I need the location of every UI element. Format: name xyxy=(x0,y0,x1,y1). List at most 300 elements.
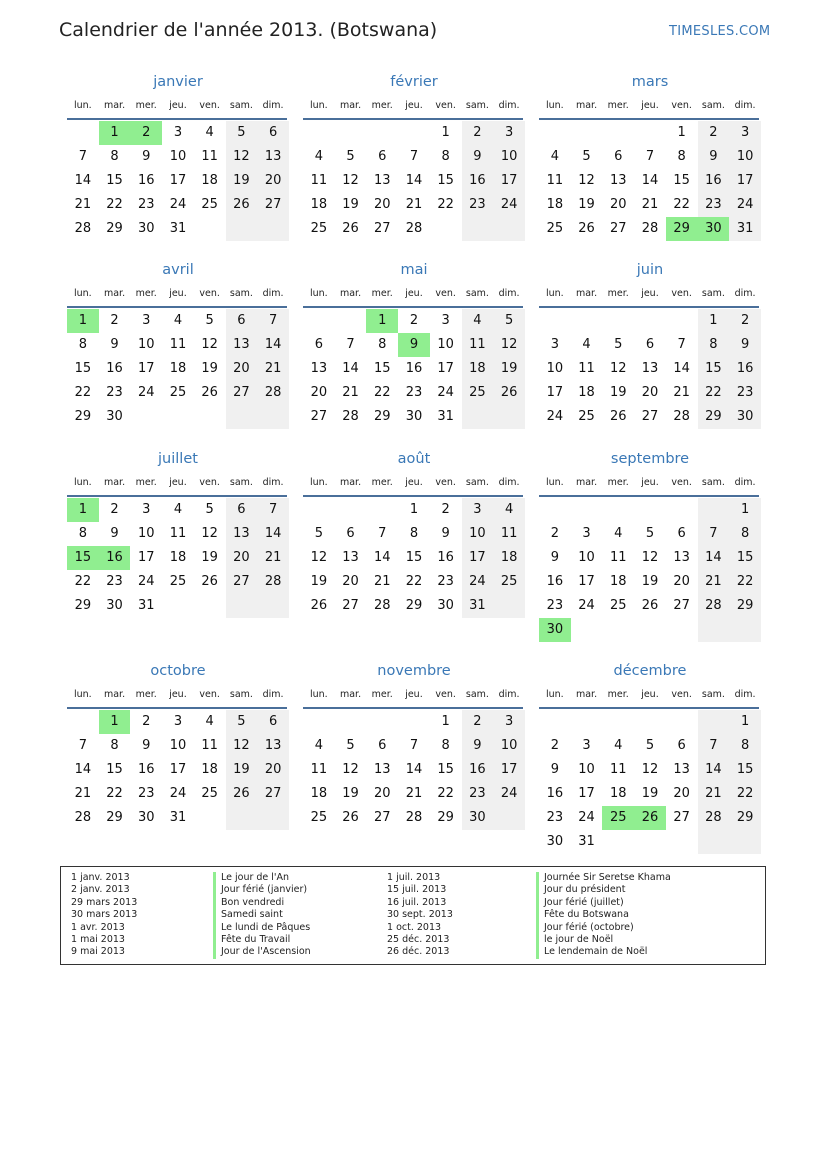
weekday-label: dim. xyxy=(262,100,284,111)
day-cell: 12 xyxy=(342,173,359,188)
day-cell: 21 xyxy=(698,782,730,806)
day-cell: 18 xyxy=(201,173,218,188)
day-cell: 27 xyxy=(310,409,328,424)
day-cell: 11 xyxy=(169,526,187,541)
holiday-day: 25 xyxy=(602,806,634,830)
day-cell: 10 xyxy=(578,550,595,565)
day-cell: 25 xyxy=(546,221,564,236)
day-cell: 26 xyxy=(578,221,595,236)
day-cell: 12 xyxy=(641,762,659,777)
holiday-day: 1 xyxy=(67,498,99,522)
month-divider xyxy=(303,118,523,120)
day-cell: 26 xyxy=(201,574,218,589)
weekend-blank-cell xyxy=(698,830,730,854)
weekday-label: jeu. xyxy=(169,689,187,700)
day-cell: 25 xyxy=(310,221,328,236)
day-cell: 23 xyxy=(437,574,454,589)
legend-right-names xyxy=(536,872,671,959)
weekend-blank-cell xyxy=(226,594,258,618)
day-cell: 14 xyxy=(698,546,730,570)
day-cell: 25 xyxy=(310,810,328,825)
day-cell: 9 xyxy=(142,738,151,753)
day-cell: 8 xyxy=(729,734,761,758)
day-cell: 31 xyxy=(169,810,187,825)
weekend-blank-cell xyxy=(257,806,289,830)
day-cell: 7 xyxy=(409,738,419,753)
day-cell: 16 xyxy=(462,169,494,193)
day-cell: 26 xyxy=(641,598,659,613)
day-cell: 20 xyxy=(609,197,627,212)
weekend-blank-cell xyxy=(226,405,258,429)
weekday-header xyxy=(67,100,289,116)
day-cell: 4 xyxy=(493,498,525,522)
day-cell: 22 xyxy=(437,786,454,801)
day-cell: 15 xyxy=(673,173,690,188)
weekday-label: dim. xyxy=(262,689,284,700)
weekday-label: mar. xyxy=(103,288,126,299)
day-cell: 2 xyxy=(409,313,419,328)
weekday-label: ven. xyxy=(671,477,692,488)
day-cell: 13 xyxy=(673,550,690,565)
weekday-label: ven. xyxy=(435,100,456,111)
day-cell: 6 xyxy=(257,121,289,145)
day-cell: 8 xyxy=(698,333,730,357)
day-cell: 17 xyxy=(729,169,761,193)
day-cell: 27 xyxy=(257,782,289,806)
day-cell: 17 xyxy=(578,574,595,589)
day-cell: 14 xyxy=(257,522,289,546)
day-cell: 8 xyxy=(677,149,686,164)
day-cell: 20 xyxy=(673,786,690,801)
day-cell: 30 xyxy=(437,598,454,613)
day-cell: 19 xyxy=(641,574,659,589)
weekday-label: mer. xyxy=(371,100,393,111)
day-cell: 16 xyxy=(729,357,761,381)
weekday-label: mer. xyxy=(135,100,157,111)
day-cell: 15 xyxy=(437,173,454,188)
day-cell: 28 xyxy=(342,409,359,424)
weekday-label: ven. xyxy=(435,288,456,299)
day-cell: 23 xyxy=(137,197,155,212)
legend-date: 25 déc. 2013 xyxy=(387,933,450,945)
day-cell: 9 xyxy=(462,734,494,758)
weekday-label: lun. xyxy=(546,100,564,111)
day-cell: 6 xyxy=(346,526,355,541)
day-cell: 19 xyxy=(226,169,258,193)
day-cell: 27 xyxy=(673,810,690,825)
weekday-label: jeu. xyxy=(169,477,187,488)
weekday-label: mar. xyxy=(575,288,598,299)
day-cell: 26 xyxy=(342,221,359,236)
day-cell: 11 xyxy=(493,522,525,546)
day-cell: 9 xyxy=(462,145,494,169)
day-cell: 30 xyxy=(137,810,155,825)
day-cell: 6 xyxy=(645,337,655,352)
day-cell: 12 xyxy=(226,734,258,758)
day-cell: 13 xyxy=(373,173,391,188)
day-cell: 5 xyxy=(314,526,323,541)
day-cell: 2 xyxy=(550,738,559,753)
legend-date: 30 mars 2013 xyxy=(71,909,138,921)
day-cell: 4 xyxy=(550,149,559,164)
day-cell: 1 xyxy=(441,125,450,140)
day-cell: 4 xyxy=(205,125,214,140)
holiday-day: 1 xyxy=(67,309,99,333)
month-name: décembre xyxy=(613,663,687,679)
holiday-day: 1 xyxy=(366,309,398,333)
day-cell: 23 xyxy=(462,193,494,217)
weekday-label: dim. xyxy=(262,477,284,488)
day-cell: 3 xyxy=(729,121,761,145)
weekday-label: lun. xyxy=(74,477,92,488)
day-cell: 5 xyxy=(582,149,591,164)
day-cell: 13 xyxy=(641,361,659,376)
day-cell: 4 xyxy=(614,738,623,753)
day-cell: 19 xyxy=(493,357,525,381)
day-cell: 12 xyxy=(201,526,218,541)
day-cell: 13 xyxy=(257,145,289,169)
day-cell: 13 xyxy=(673,762,690,777)
day-cell: 21 xyxy=(673,385,690,400)
weekend-blank-cell xyxy=(698,710,730,734)
day-cell: 30 xyxy=(106,598,123,613)
day-cell: 19 xyxy=(201,550,218,565)
day-cell: 6 xyxy=(378,149,387,164)
day-cell: 11 xyxy=(609,762,627,777)
day-cell: 30 xyxy=(462,806,494,830)
day-cell: 17 xyxy=(462,546,494,570)
day-cell: 3 xyxy=(173,714,183,729)
day-cell: 10 xyxy=(578,762,595,777)
legend-holiday-name: Samedi saint xyxy=(213,909,311,921)
day-cell: 3 xyxy=(493,710,525,734)
day-cell: 24 xyxy=(462,570,494,594)
day-cell: 14 xyxy=(698,758,730,782)
day-cell: 22 xyxy=(437,197,454,212)
day-cell: 8 xyxy=(78,337,87,352)
weekday-label: lun. xyxy=(74,100,92,111)
day-cell: 19 xyxy=(310,574,328,589)
day-cell: 10 xyxy=(137,526,155,541)
month-name: juillet xyxy=(158,451,198,467)
day-cell: 13 xyxy=(310,361,328,376)
day-cell: 2 xyxy=(441,502,450,517)
day-cell: 1 xyxy=(729,498,761,522)
day-cell: 31 xyxy=(437,409,454,424)
day-cell: 11 xyxy=(169,337,187,352)
day-cell: 31 xyxy=(578,834,595,849)
weekend-blank-cell xyxy=(493,806,525,830)
day-cell: 7 xyxy=(257,498,289,522)
day-cell: 14 xyxy=(373,550,391,565)
day-cell: 29 xyxy=(729,806,761,830)
day-cell: 30 xyxy=(729,405,761,429)
day-cell: 23 xyxy=(137,786,155,801)
day-cell: 21 xyxy=(698,570,730,594)
day-cell: 24 xyxy=(729,193,761,217)
month-name: juin xyxy=(636,262,664,278)
day-cell: 9 xyxy=(698,145,730,169)
day-cell: 17 xyxy=(137,550,155,565)
day-cell: 16 xyxy=(546,574,564,589)
weekday-label: jeu. xyxy=(405,100,423,111)
legend-holiday-name: Jour du président xyxy=(536,884,671,896)
day-cell: 4 xyxy=(582,337,591,352)
day-cell: 10 xyxy=(493,734,525,758)
weekday-label: sam. xyxy=(229,689,253,700)
day-cell: 14 xyxy=(74,762,92,777)
day-cell: 6 xyxy=(226,309,258,333)
day-cell: 13 xyxy=(373,762,391,777)
day-cell: 13 xyxy=(226,333,258,357)
day-cell: 7 xyxy=(698,522,730,546)
page-title: Calendrier de l'année 2013. (Botswana) xyxy=(59,19,438,41)
weekend-blank-cell xyxy=(257,405,289,429)
holiday-day: 1 xyxy=(99,121,131,145)
day-cell: 9 xyxy=(110,337,119,352)
day-cell: 4 xyxy=(614,526,623,541)
day-cell: 18 xyxy=(201,762,218,777)
day-cell: 23 xyxy=(546,598,564,613)
legend-holiday-name: Journée Sir Seretse Khama xyxy=(536,872,671,884)
weekday-label: ven. xyxy=(671,288,692,299)
day-cell: 11 xyxy=(310,762,328,777)
day-cell: 8 xyxy=(110,738,119,753)
day-cell: 1 xyxy=(677,125,686,140)
month-divider xyxy=(67,118,287,120)
day-cell: 24 xyxy=(493,782,525,806)
day-cell: 21 xyxy=(257,357,289,381)
weekday-label: jeu. xyxy=(405,689,423,700)
weekday-header xyxy=(67,477,289,493)
day-cell: 6 xyxy=(614,149,623,164)
weekend-blank-cell xyxy=(257,594,289,618)
day-cell: 14 xyxy=(405,173,423,188)
month-divider xyxy=(539,707,759,709)
day-cell: 12 xyxy=(609,361,627,376)
day-cell: 20 xyxy=(226,357,258,381)
day-cell: 8 xyxy=(110,149,119,164)
day-cell: 19 xyxy=(226,758,258,782)
month-name: mars xyxy=(631,74,669,90)
day-cell: 24 xyxy=(137,385,155,400)
day-cell: 15 xyxy=(74,361,92,376)
day-cell: 19 xyxy=(641,786,659,801)
weekday-header xyxy=(67,689,289,705)
day-cell: 15 xyxy=(437,762,454,777)
day-cell: 19 xyxy=(342,197,359,212)
day-cell: 18 xyxy=(169,361,187,376)
day-cell: 11 xyxy=(609,550,627,565)
weekday-label: dim. xyxy=(498,477,520,488)
weekday-label: jeu. xyxy=(641,477,659,488)
month-divider xyxy=(539,495,759,497)
day-cell: 15 xyxy=(729,758,761,782)
day-cell: 11 xyxy=(462,333,494,357)
weekend-blank-cell xyxy=(729,830,761,854)
weekday-label: sam. xyxy=(701,689,725,700)
day-cell: 9 xyxy=(550,550,559,565)
day-cell: 11 xyxy=(201,149,218,164)
day-cell: 29 xyxy=(729,594,761,618)
day-cell: 5 xyxy=(346,149,355,164)
weekend-blank-cell xyxy=(493,405,525,429)
weekday-label: lun. xyxy=(310,100,328,111)
day-cell: 27 xyxy=(373,221,391,236)
day-cell: 5 xyxy=(205,313,214,328)
day-cell: 21 xyxy=(257,546,289,570)
day-cell: 7 xyxy=(677,337,686,352)
day-cell: 26 xyxy=(310,598,328,613)
day-cell: 12 xyxy=(493,333,525,357)
day-cell: 5 xyxy=(226,710,258,734)
legend-date: 1 oct. 2013 xyxy=(387,921,442,933)
day-cell: 15 xyxy=(106,173,123,188)
day-cell: 5 xyxy=(226,121,258,145)
day-cell: 27 xyxy=(226,570,258,594)
weekday-label: lun. xyxy=(310,689,328,700)
site-logo[interactable]: TIMESLES.COM xyxy=(669,24,771,39)
day-cell: 27 xyxy=(257,193,289,217)
day-cell: 20 xyxy=(641,385,659,400)
day-cell: 10 xyxy=(169,738,187,753)
day-cell: 15 xyxy=(106,762,123,777)
day-cell: 2 xyxy=(110,313,119,328)
day-cell: 24 xyxy=(137,574,155,589)
weekday-label: lun. xyxy=(74,288,92,299)
day-cell: 4 xyxy=(314,149,323,164)
month-name: février xyxy=(390,74,438,90)
day-cell: 22 xyxy=(74,574,92,589)
weekday-header xyxy=(67,288,289,304)
day-cell: 6 xyxy=(378,738,387,753)
day-cell: 26 xyxy=(342,810,359,825)
day-cell: 19 xyxy=(201,361,218,376)
day-cell: 7 xyxy=(78,738,87,753)
day-cell: 7 xyxy=(378,526,387,541)
day-cell: 2 xyxy=(462,121,494,145)
day-cell: 28 xyxy=(257,570,289,594)
weekday-label: mer. xyxy=(135,477,157,488)
day-cell: 27 xyxy=(673,598,690,613)
legend-date: 9 mai 2013 xyxy=(71,946,125,958)
day-cell: 24 xyxy=(546,409,564,424)
weekday-label: mer. xyxy=(135,689,157,700)
day-cell: 21 xyxy=(373,574,391,589)
weekday-label: ven. xyxy=(671,100,692,111)
day-cell: 17 xyxy=(493,169,525,193)
weekday-label: jeu. xyxy=(641,689,659,700)
day-cell: 18 xyxy=(310,197,328,212)
day-cell: 2 xyxy=(142,714,151,729)
day-cell: 16 xyxy=(106,361,123,376)
day-cell: 5 xyxy=(645,526,655,541)
day-cell: 3 xyxy=(582,738,591,753)
legend-holiday-name: Fête du Botswana xyxy=(536,909,671,921)
day-cell: 3 xyxy=(142,313,151,328)
day-cell: 20 xyxy=(673,574,690,589)
day-cell: 21 xyxy=(405,786,423,801)
day-cell: 4 xyxy=(173,502,183,517)
day-cell: 26 xyxy=(493,381,525,405)
day-cell: 1 xyxy=(729,710,761,734)
day-cell: 31 xyxy=(462,594,494,618)
day-cell: 25 xyxy=(609,598,627,613)
holiday-day: 29 xyxy=(666,217,698,241)
month-divider xyxy=(303,707,523,709)
legend-date: 26 déc. 2013 xyxy=(387,946,450,958)
day-cell: 31 xyxy=(169,221,187,236)
day-cell: 5 xyxy=(645,738,655,753)
holiday-day: 9 xyxy=(398,333,430,357)
day-cell: 17 xyxy=(437,361,454,376)
legend-date: 29 mars 2013 xyxy=(71,896,138,908)
weekday-label: mer. xyxy=(371,689,393,700)
day-cell: 3 xyxy=(441,313,450,328)
day-cell: 28 xyxy=(698,594,730,618)
weekday-header xyxy=(303,477,525,493)
weekday-label: sam. xyxy=(229,288,253,299)
month-name: octobre xyxy=(150,663,206,679)
weekday-label: mar. xyxy=(339,288,362,299)
day-cell: 18 xyxy=(546,197,564,212)
weekday-label: mar. xyxy=(103,100,126,111)
day-cell: 26 xyxy=(226,193,258,217)
day-cell: 17 xyxy=(493,758,525,782)
weekday-label: sam. xyxy=(701,477,725,488)
day-cell: 9 xyxy=(142,149,151,164)
day-cell: 16 xyxy=(137,762,155,777)
day-cell: 10 xyxy=(729,145,761,169)
day-cell: 31 xyxy=(137,598,155,613)
day-cell: 23 xyxy=(405,385,423,400)
day-cell: 7 xyxy=(698,734,730,758)
day-cell: 1 xyxy=(698,309,730,333)
day-cell: 28 xyxy=(74,810,92,825)
day-cell: 20 xyxy=(310,385,328,400)
day-cell: 8 xyxy=(441,149,450,164)
day-cell: 28 xyxy=(257,381,289,405)
day-cell: 22 xyxy=(405,574,423,589)
day-cell: 29 xyxy=(373,409,391,424)
day-cell: 2 xyxy=(550,526,559,541)
day-cell: 24 xyxy=(169,786,187,801)
day-cell: 12 xyxy=(310,550,328,565)
day-cell: 22 xyxy=(698,381,730,405)
legend-date: 15 juil. 2013 xyxy=(387,884,447,896)
legend-left-names xyxy=(213,872,311,959)
day-cell: 15 xyxy=(729,546,761,570)
day-cell: 3 xyxy=(142,502,151,517)
day-cell: 27 xyxy=(226,381,258,405)
weekday-header xyxy=(303,689,525,705)
day-cell: 27 xyxy=(641,409,659,424)
day-cell: 13 xyxy=(226,522,258,546)
holiday-day: 2 xyxy=(130,121,162,145)
weekday-label: mar. xyxy=(339,100,362,111)
legend-date: 1 avr. 2013 xyxy=(71,921,125,933)
month-name: mai xyxy=(400,262,428,278)
day-cell: 27 xyxy=(373,810,391,825)
day-cell: 26 xyxy=(201,385,218,400)
day-cell: 22 xyxy=(729,782,761,806)
weekend-blank-cell xyxy=(493,217,525,241)
day-cell: 9 xyxy=(441,526,450,541)
day-cell: 8 xyxy=(78,526,87,541)
weekday-header xyxy=(539,100,761,116)
day-cell: 30 xyxy=(106,409,123,424)
weekday-header xyxy=(539,689,761,705)
